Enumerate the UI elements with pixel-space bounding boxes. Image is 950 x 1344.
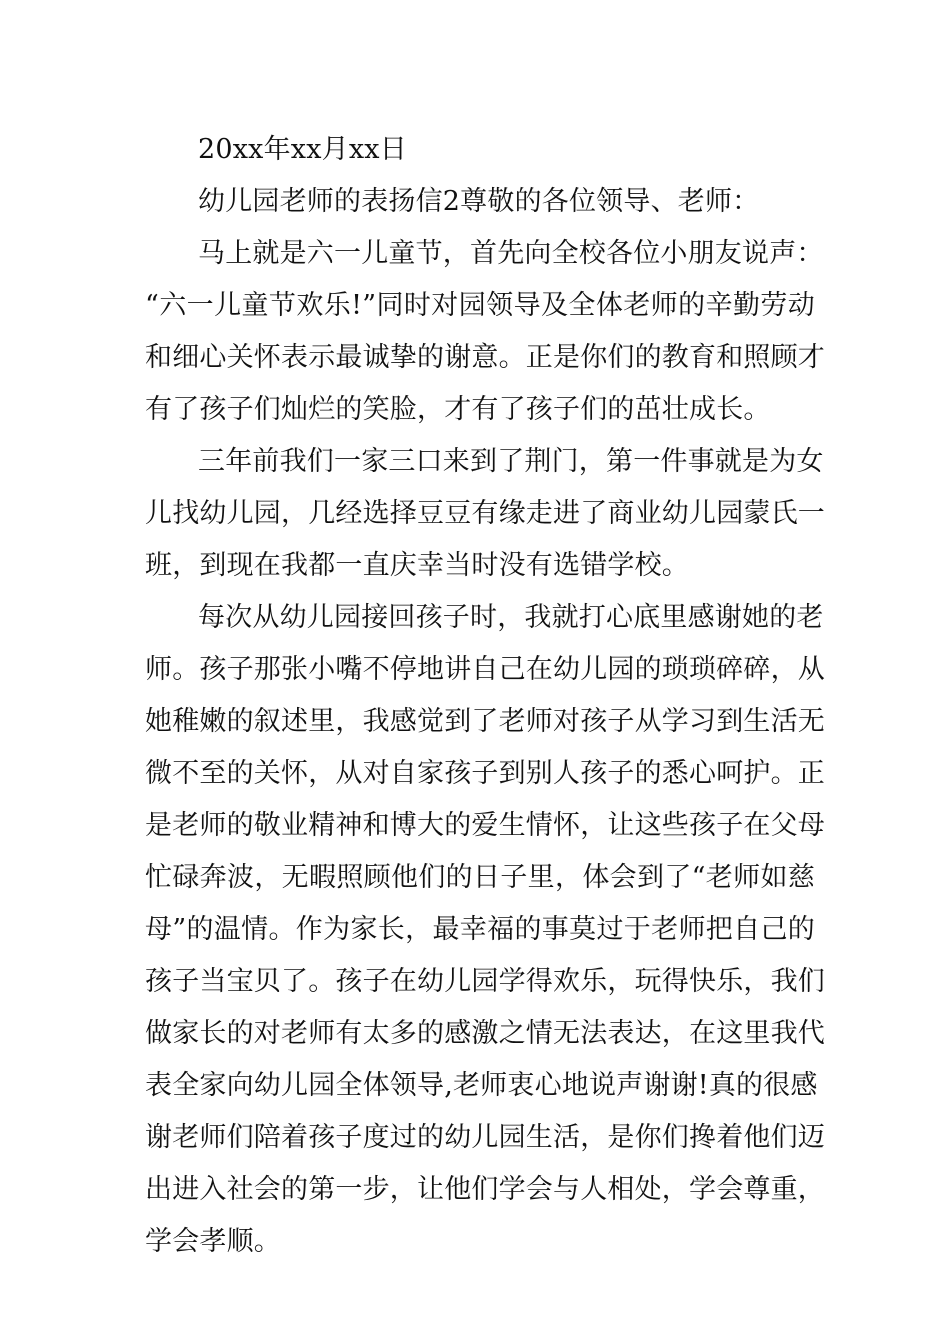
paragraph-line: 谢老师们陪着孩子度过的幼儿园生活，是你们搀着他们迈 xyxy=(145,1122,825,1153)
paragraph-line: “六一儿童节欢乐!”同时对园领导及全体老师的辛勤劳动 xyxy=(145,290,815,321)
paragraph-line: 和细心关怀表示最诚挚的谢意。正是你们的教育和照顾才 xyxy=(145,342,825,373)
paragraph-line: 做家长的对老师有太多的感激之情无法表达，在这里我代 xyxy=(145,1018,825,1049)
paragraph-line: 孩子当宝贝了。孩子在幼儿园学得欢乐，玩得快乐，我们 xyxy=(145,966,825,997)
paragraph-line: 学会孝顺。 xyxy=(145,1226,281,1257)
paragraph-line: 是老师的敬业精神和博大的爱生情怀，让这些孩子在父母 xyxy=(145,810,825,841)
letter-date: 20xx年xx月xx日 xyxy=(198,134,407,165)
paragraph-line: 有了孩子们灿烂的笑脸，才有了孩子们的茁壮成长。 xyxy=(145,394,771,425)
paragraph-line: 每次从幼儿园接回孩子时，我就打心底里感谢她的老 xyxy=(198,602,824,633)
paragraph-line: 三年前我们一家三口来到了荆门，第一件事就是为女 xyxy=(198,446,824,477)
paragraph-line: 微不至的关怀，从对自家孩子到别人孩子的悉心呵护。正 xyxy=(145,758,825,789)
letter-title-line: 幼儿园老师的表扬信2尊敬的各位领导、老师： xyxy=(198,186,760,217)
paragraph-line: 师。孩子那张小嘴不停地讲自己在幼儿园的琐琐碎碎，从 xyxy=(145,654,825,685)
paragraph-line: 她稚嫩的叙述里，我感觉到了老师对孩子从学习到生活无 xyxy=(145,706,825,737)
paragraph-line: 表全家向幼儿园全体领导,老师衷心地说声谢谢!真的很感 xyxy=(145,1070,818,1101)
paragraph-line: 马上就是六一儿童节，首先向全校各位小朋友说声： xyxy=(198,238,824,269)
paragraph-line: 班，到现在我都一直庆幸当时没有选错学校。 xyxy=(145,550,689,581)
paragraph-line: 母”的温情。作为家长，最幸福的事莫过于老师把自己的 xyxy=(145,914,815,945)
paragraph-line: 出进入社会的第一步，让他们学会与人相处，学会尊重， xyxy=(145,1174,825,1205)
paragraph-line: 儿找幼儿园，几经选择豆豆有缘走进了商业幼儿园蒙氏一 xyxy=(145,498,825,529)
paragraph-line: 忙碌奔波，无暇照顾他们的日子里，体会到了“老师如慈 xyxy=(145,862,815,893)
